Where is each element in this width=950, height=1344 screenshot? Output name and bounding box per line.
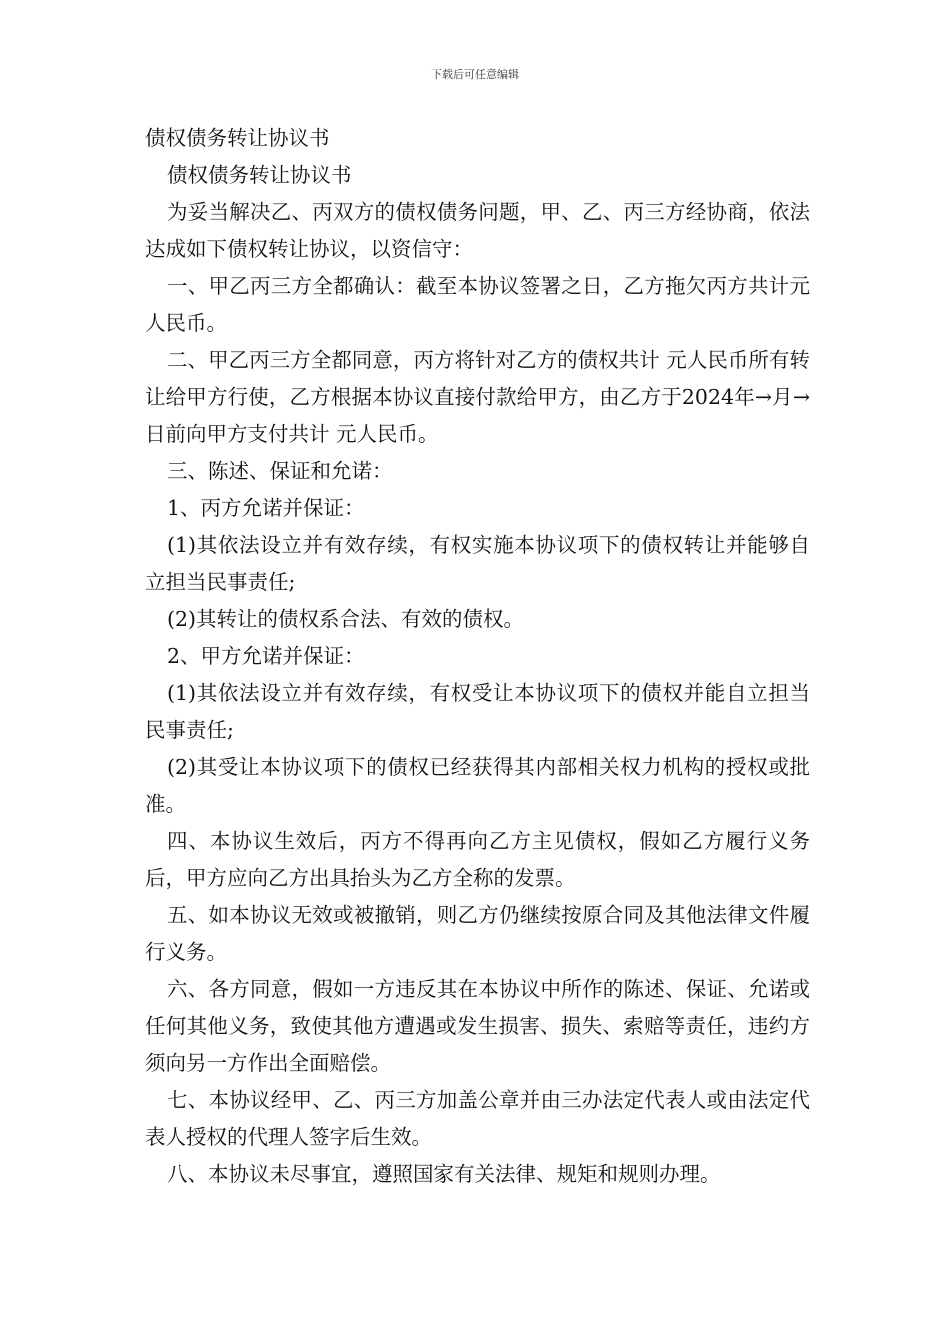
clause-7: 七、本协议经甲、乙、丙三方加盖公章并由三办法定代表人或由法定代表人授权的代理人签字后生效。 bbox=[145, 1088, 810, 1149]
document-subtitle: 债权债务转让协议书 bbox=[167, 163, 352, 187]
clause-3-1-1: (1)其依法设立并有效存续，有权实施本协议项下的债权转让并能够自立担当民事责任; bbox=[145, 533, 810, 594]
intro-paragraph: 为妥当解决乙、丙双方的债权债务问题，甲、乙、丙三方经协商，依法达成如下债权转让协议，以资信守： bbox=[145, 200, 810, 261]
clause-3-1: 1、丙方允诺并保证： bbox=[167, 496, 365, 520]
clause-4: 四、本协议生效后，丙方不得再向乙方主见债权，假如乙方履行义务后，甲方应向乙方出具抬头为乙方全称的发票。 bbox=[145, 829, 810, 890]
clause-3-1-2: (2)其转让的债权系合法、有效的债权。 bbox=[167, 607, 525, 631]
clause-1: 一、甲乙丙三方全都确认：截至本协议签署之日，乙方拖欠丙方共计元人民币。 bbox=[145, 274, 810, 335]
clause-6: 六、各方同意，假如一方违反其在本协议中所作的陈述、保证、允诺或任何其他义务，致使其他方遭遇或发生损害、损失、索赔等责任，违约方须向另一方作出全面赔偿。 bbox=[145, 977, 810, 1075]
clause-8: 八、本协议未尽事宜，遵照国家有关法律、规矩和规则办理。 bbox=[167, 1162, 721, 1186]
clause-3-2-2: (2)其受让本协议项下的债权已经获得其内部相关权力机构的授权或批准。 bbox=[145, 755, 810, 816]
clause-5: 五、如本协议无效或被撤销，则乙方仍继续按原合同及其他法律文件履行义务。 bbox=[145, 903, 810, 964]
document-title: 债权债务转让协议书 bbox=[145, 126, 330, 150]
document-body bbox=[145, 120, 810, 1193]
clause-3: 三、陈述、保证和允诺： bbox=[167, 459, 393, 483]
clause-3-2: 2、甲方允诺并保证： bbox=[167, 644, 365, 668]
header-note: 下载后可任意编辑 bbox=[431, 68, 519, 81]
clause-3-2-1: (1)其依法设立并有效存续，有权受让本协议项下的债权并能自立担当民事责任; bbox=[145, 681, 810, 742]
clause-2: 二、甲乙丙三方全都同意，丙方将针对乙方的债权共计 元人民币所有转让给甲方行使，乙方根据本协议直接付款给甲方，由乙方于2024年→月→日前向甲方支付共计 元人民币。 bbox=[145, 348, 810, 446]
